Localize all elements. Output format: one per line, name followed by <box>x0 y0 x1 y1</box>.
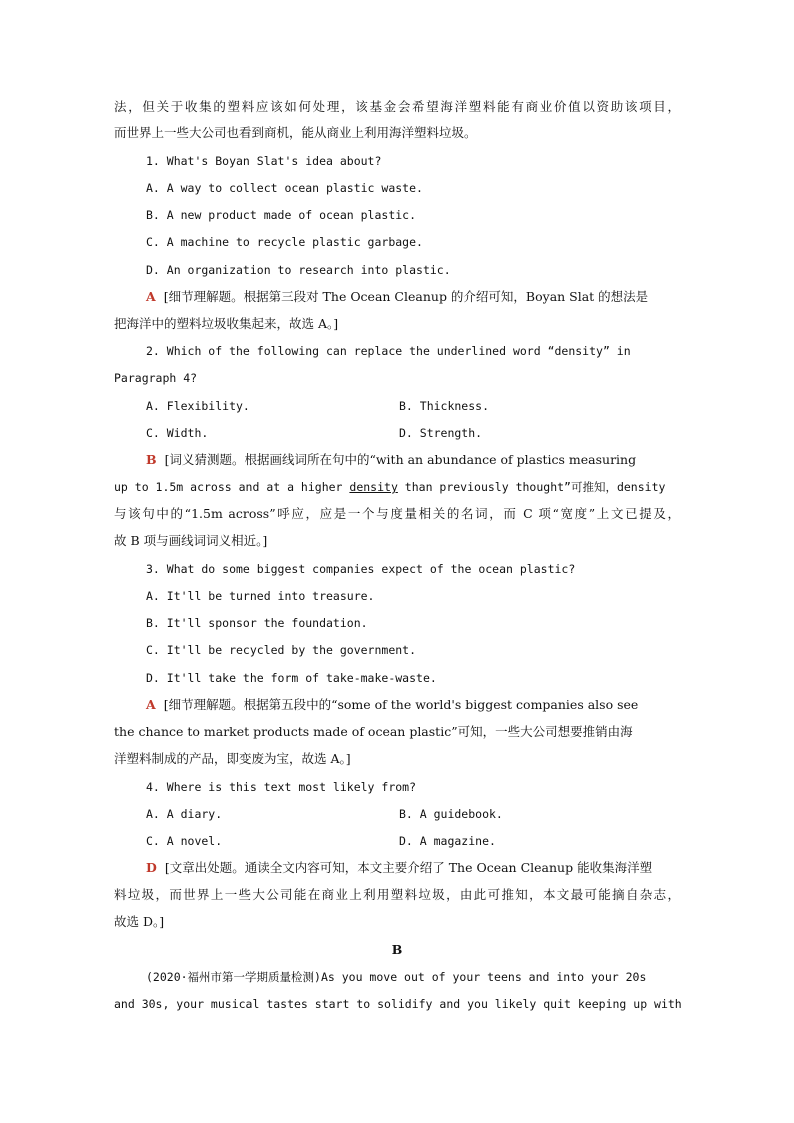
q2-option-a: A. Flexibility. <box>146 399 250 413</box>
q3-option-b: B. It'll sponsor the foundation. <box>146 616 368 630</box>
q3-answer-key: A <box>146 697 156 712</box>
q2-option-c: C. Width. <box>146 426 209 440</box>
q4-explanation-line-1 <box>146 859 712 877</box>
intro-line-2: 而世界上一些大公司也看到商机，能从商业上利用海洋塑料垃圾。 <box>114 125 477 140</box>
q3-stem: 3. What do some biggest companies expect of the ocean plastic? <box>146 562 576 576</box>
q2-stem-line-2: Paragraph 4? <box>114 371 198 385</box>
q2-option-d: D. Strength. <box>399 426 483 440</box>
q2-explanation-line-2 <box>114 478 680 496</box>
q2-exp2-post: than previously thought”可推知，density <box>397 480 666 494</box>
q3-option-a: A. It'll be turned into treasure. <box>146 589 375 603</box>
q3-option-d: D. It'll take the form of take-make-waste. <box>146 671 437 685</box>
q1-answer-key: A <box>146 289 156 304</box>
q4-stem: 4. Where is this text most likely from? <box>146 780 417 794</box>
q4-explanation-line-2: 料垃圾，而世界上一些大公司能在商业上利用塑料垃圾，由此可推知，本文最可能摘自杂志， <box>114 887 680 902</box>
intro-line-1: 法，但关于收集的塑料应该如何处理，该基金会希望海洋塑料能有商业价值以资助该项目， <box>114 99 680 114</box>
q3-explanation-text: [细节理解题。根据第五段中的“some of the world's biggest companies also see <box>163 697 639 712</box>
q4-explanation-line-3: 故选 D。] <box>114 914 165 929</box>
q1-option-b: B. A new product made of ocean plastic. <box>146 208 417 222</box>
q1-option-a: A. A way to collect ocean plastic waste. <box>146 181 423 195</box>
q2-answer-key: B <box>146 452 157 467</box>
q1-explanation-line-1 <box>146 288 712 306</box>
q3-explanation-line-2: the chance to market products made of ocean plastic”可知，一些大公司想要推销由海 <box>114 724 633 739</box>
q1-explanation-line-2: 把海洋中的塑料垃圾收集起来，故选 A。] <box>114 316 339 331</box>
q3-explanation-line-3: 洋塑料制成的产品，即变废为宝，故选 A。] <box>114 751 351 766</box>
q2-stem-line-1: 2. Which of the following can replace the underlined word “density” in <box>146 344 631 358</box>
q4-explanation-text: [文章出处题。通读全文内容可知，本文主要介绍了 The Ocean Cleanup 能收集海洋塑 <box>164 860 653 875</box>
q4-option-c: C. A novel. <box>146 834 223 848</box>
q2-explanation-text: [词义猜测题。根据画线词所在句中的“with an abundance of plastics measuring <box>164 452 637 467</box>
q1-stem: 1. What's Boyan Slat's idea about? <box>146 154 382 168</box>
q2-exp2-pre: up to 1.5m across and at a higher <box>114 480 350 494</box>
section-b-line-1: (2020·福州市第一学期质量检测)As you move out of your teens and into your 20s <box>146 970 647 984</box>
q2-explanation-line-3: 与该句中的“1.5m across”呼应，应是一个与度量相关的名词，而 C 项“宽度”上文已提及， <box>114 506 680 521</box>
q2-explanation-line-1 <box>146 451 712 469</box>
q3-option-c: C. It'll be recycled by the government. <box>146 643 417 657</box>
q4-answer-key: D <box>146 860 157 875</box>
q1-explanation-text: [细节理解题。根据第三段对 The Ocean Cleanup 的介绍可知，Boyan Slat 的想法是 <box>163 289 649 304</box>
q4-option-a: A. A diary. <box>146 807 223 821</box>
q1-option-c: C. A machine to recycle plastic garbage. <box>146 235 423 249</box>
q3-explanation-line-1 <box>146 696 712 714</box>
q4-option-d: D. A magazine. <box>399 834 496 848</box>
q1-option-d: D. An organization to research into plastic. <box>146 263 451 277</box>
q2-explanation-line-4: 故 B 项与画线词词义相近。] <box>114 533 268 548</box>
section-heading-b: B <box>391 942 403 957</box>
underlined-word-density: density <box>349 480 398 494</box>
section-b-line-2: and 30s, your musical tastes start to solidify and you likely quit keeping up with <box>114 997 682 1011</box>
q4-option-b: B. A guidebook. <box>399 807 503 821</box>
q2-option-b: B. Thickness. <box>399 399 490 413</box>
